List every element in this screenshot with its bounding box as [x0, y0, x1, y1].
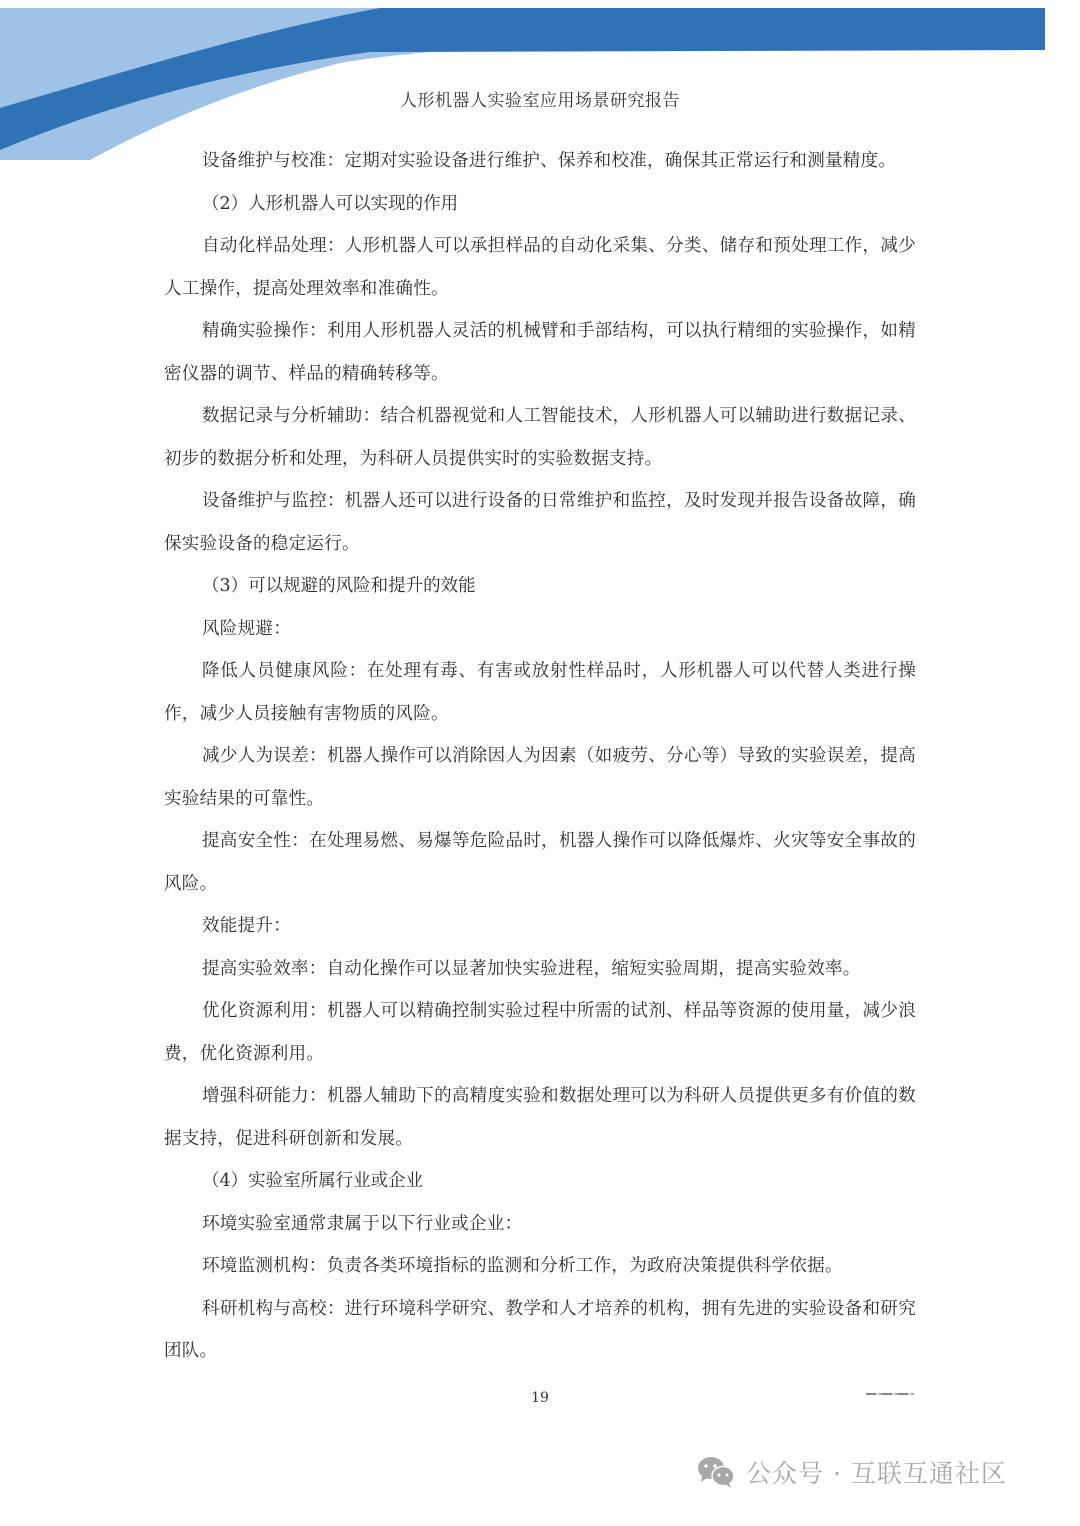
running-title: 人形机器人实验室应用场景研究报告: [400, 91, 680, 111]
paragraph-equipment-monitoring: 设备维护与监控：机器人还可以进行设备的日常维护和监控，及时发现并报告设备故障，确保实验设备的稳定运行。: [164, 491, 916, 554]
footer-decoration: [866, 1393, 914, 1395]
paragraph-sample-processing: 自动化样品处理：人形机器人可以承担样品的自动化采集、分类、储存和预处理工作，减少人工操作，提高处理效率和准确性。: [164, 236, 916, 299]
section-heading-4: （4）实验室所属行业或企业: [202, 1171, 424, 1191]
paragraph-risk-avoidance-label: 风险规避：: [202, 618, 291, 639]
page-number: 19: [531, 1390, 549, 1406]
wechat-icon: [696, 1454, 736, 1490]
section-heading-2: （2）人形机器人可以实现的作用: [202, 193, 459, 214]
paragraph-industries-intro: 环境实验室通常隶属于以下行业或企业：: [202, 1213, 523, 1234]
paragraph-resource-optimization: 优化资源利用：机器人可以精确控制实验过程中所需的试剂、样品等资源的使用量，减少浪费，优化资源利用。: [164, 1001, 916, 1064]
paragraph-efficiency-label: 效能提升：: [202, 916, 291, 936]
paragraph-equipment-maintenance: 设备维护与校准：定期对实验设备进行维护、保养和校准，确保其正常运行和测量精度。: [202, 151, 897, 171]
paragraph-safety: 提高安全性：在处理易燃、易爆等危险品时，机器人操作可以降低爆炸、火灾等安全事故的风险。: [164, 831, 916, 894]
paragraph-health-risk: 降低人员健康风险：在处理有毒、有害或放射性样品时，人形机器人可以代替人类进行操作，减少人员接触有害物质的风险。: [164, 661, 916, 724]
watermark-text: 公众号 · 互联互通社区: [746, 1459, 1007, 1488]
paragraph-research-institutions: 科研机构与高校：进行环境科学研究、教学和人才培养的机构，拥有先进的实验设备和研究团队。: [164, 1298, 916, 1361]
paragraph-precise-operation: 精确实验操作：利用人形机器人灵活的机械臂和手部结构，可以执行精细的实验操作，如精密仪器的调节、样品的精确转移等。: [164, 321, 916, 384]
header-decoration: [0, 0, 1080, 160]
paragraph-data-recording: 数据记录与分析辅助：结合机器视觉和人工智能技术，人形机器人可以辅助进行数据记录、初步的数据分析和处理，为科研人员提供实时的实验数据支持。: [164, 406, 916, 469]
section-heading-3: （3）可以规避的风险和提升的效能: [202, 576, 476, 596]
paragraph-monitoring-agencies: 环境监测机构：负责各类环境指标的监测和分析工作，为政府决策提供科学依据。: [202, 1256, 843, 1276]
paragraph-experiment-efficiency: 提高实验效率：自动化操作可以显著加快实验进程，缩短实验周期，提高实验效率。: [202, 958, 861, 979]
document-body: [164, 140, 916, 1373]
paragraph-human-error: 减少人为误差：机器人操作可以消除因人为因素（如疲劳、分心等）导致的实验误差，提高实验结果的可靠性。: [164, 746, 916, 809]
paragraph-research-capability: 增强科研能力：机器人辅助下的高精度实验和数据处理可以为科研人员提供更多有价值的数据支持，促进科研创新和发展。: [164, 1086, 916, 1149]
watermark: [696, 1454, 1007, 1490]
